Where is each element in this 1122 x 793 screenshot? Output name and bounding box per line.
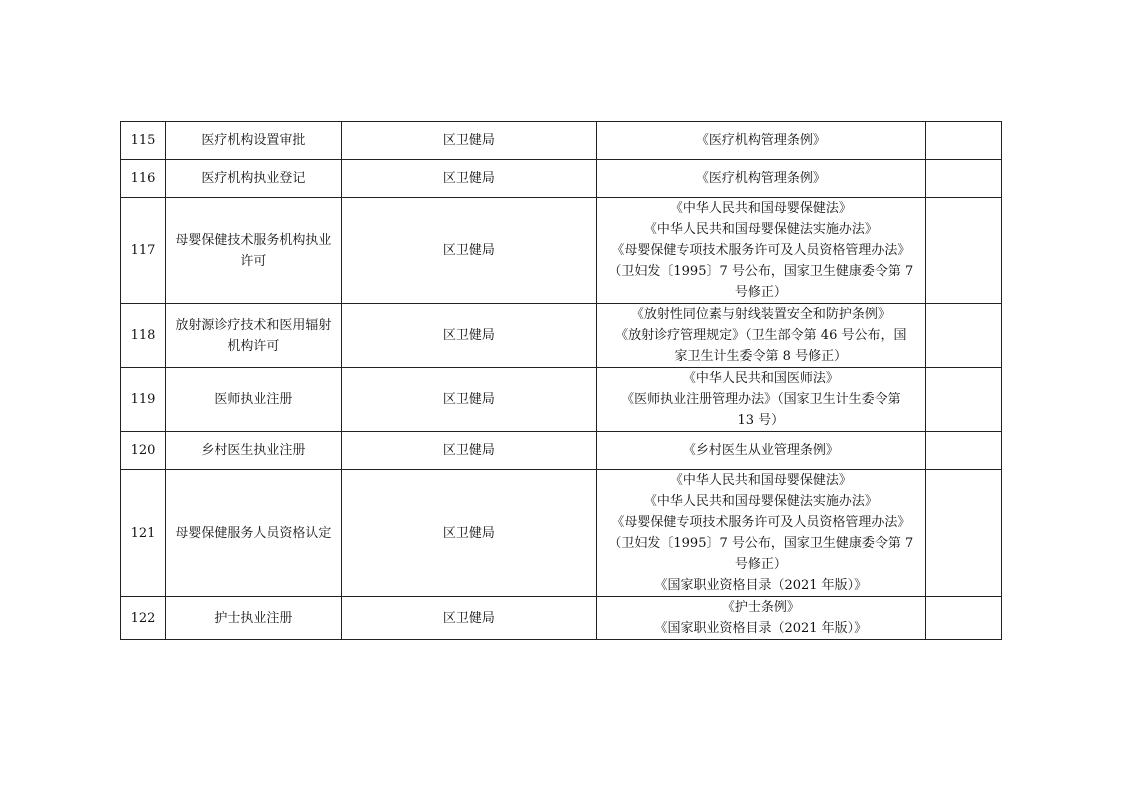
cell-item-name	[165, 198, 341, 304]
cell-department: 区卫健局	[341, 122, 596, 160]
cell-legal-basis	[597, 304, 926, 368]
table-row	[121, 160, 1002, 198]
legal-basis-line: 《中华人民共和国母婴保健法实施办法》	[643, 494, 878, 509]
cell-department: 区卫健局	[341, 597, 596, 640]
cell-department: 区卫健局	[341, 304, 596, 368]
cell-item-number: 118	[121, 304, 166, 368]
cell-item-name	[165, 470, 341, 597]
cell-item-name	[165, 122, 341, 160]
cell-remarks	[925, 597, 1001, 640]
cell-item-number: 122	[121, 597, 166, 640]
legal-basis-line: 《中华人民共和国医师法》	[682, 371, 839, 386]
item-name-line: 乡村医生执业注册	[201, 443, 306, 458]
cell-legal-basis	[597, 432, 926, 470]
item-name-line: 机构许可	[227, 338, 280, 354]
cell-legal-basis	[597, 470, 926, 597]
legal-basis-line: 《母婴保健专项技术服务许可及人员资格管理办法》	[611, 515, 911, 530]
cell-legal-basis	[597, 597, 926, 640]
cell-item-name	[165, 432, 341, 470]
table-row	[121, 304, 1002, 368]
legal-basis-line: 《放射性同位素与射线装置安全和防护条例》	[630, 307, 891, 322]
table-row	[121, 432, 1002, 470]
legal-basis-line: 《乡村医生从业管理条例》	[682, 443, 839, 458]
legal-basis-line: 《放射诊疗管理规定》（卫生部令第 46 号公布，国	[615, 328, 907, 343]
item-name-line: 护士执业注册	[214, 610, 293, 626]
cell-item-number: 117	[121, 198, 166, 304]
item-name-line: 医师执业注册	[214, 392, 293, 407]
cell-legal-basis	[597, 160, 926, 198]
legal-basis-line: 13 号）	[737, 413, 785, 428]
legal-basis-line: 《中华人民共和国母婴保健法》	[669, 201, 852, 216]
legal-basis-line: 号修正）	[734, 285, 787, 300]
legal-basis-line: 《医疗机构管理条例》	[695, 133, 826, 148]
cell-department: 区卫健局	[341, 470, 596, 597]
legal-basis-line: （卫妇发〔1995〕7 号公布，国家卫生健康委令第 7	[608, 264, 914, 279]
item-name-line: 母婴保健技术服务机构执业	[175, 232, 332, 248]
legal-basis-line: 《护士条例》	[721, 600, 800, 615]
cell-item-name	[165, 160, 341, 198]
cell-item-name	[165, 597, 341, 640]
item-name-line: 医疗机构设置审批	[201, 133, 306, 148]
cell-remarks	[925, 368, 1001, 432]
table-row	[121, 470, 1002, 597]
cell-remarks	[925, 122, 1001, 160]
cell-remarks	[925, 198, 1001, 304]
table-row	[121, 198, 1002, 304]
cell-item-number: 120	[121, 432, 166, 470]
cell-remarks	[925, 160, 1001, 198]
legal-basis-line: 家卫生计生委令第 8 号修正）	[674, 349, 848, 364]
item-name-line: 母婴保健服务人员资格认定	[175, 525, 332, 541]
table-row	[121, 597, 1002, 640]
cell-item-number: 116	[121, 160, 166, 198]
legal-basis-line: 《国家职业资格目录（2021 年版）》	[654, 578, 868, 593]
table-row	[121, 122, 1002, 160]
item-name-line: 许可	[240, 253, 267, 269]
legal-basis-line: 号修正）	[734, 557, 787, 572]
legal-basis-line: 《中华人民共和国母婴保健法》	[669, 473, 852, 488]
cell-item-number: 121	[121, 470, 166, 597]
cell-remarks	[925, 432, 1001, 470]
license-items-table	[120, 121, 1002, 640]
legal-basis-line: 《医师执业注册管理办法》（国家卫生计生委令第	[621, 392, 901, 407]
legal-basis-line: 《国家职业资格目录（2021 年版）》	[654, 621, 868, 636]
table-row	[121, 368, 1002, 432]
cell-item-name	[165, 304, 341, 368]
item-name-line: 医疗机构执业登记	[201, 171, 306, 186]
legal-basis-line: 《母婴保健专项技术服务许可及人员资格管理办法》	[611, 243, 911, 258]
cell-legal-basis	[597, 368, 926, 432]
cell-department: 区卫健局	[341, 160, 596, 198]
cell-department: 区卫健局	[341, 368, 596, 432]
cell-item-number: 119	[121, 368, 166, 432]
cell-item-name	[165, 368, 341, 432]
cell-remarks	[925, 304, 1001, 368]
cell-legal-basis	[597, 198, 926, 304]
legal-basis-line: 《医疗机构管理条例》	[695, 171, 826, 186]
cell-legal-basis	[597, 122, 926, 160]
cell-remarks	[925, 470, 1001, 597]
cell-department: 区卫健局	[341, 432, 596, 470]
legal-basis-line: 《中华人民共和国母婴保健法实施办法》	[643, 222, 878, 237]
legal-basis-line: （卫妇发〔1995〕7 号公布，国家卫生健康委令第 7	[608, 536, 914, 551]
cell-item-number: 115	[121, 122, 166, 160]
table-body	[121, 122, 1002, 640]
item-name-line: 放射源诊疗技术和医用辐射	[175, 317, 332, 333]
cell-department: 区卫健局	[341, 198, 596, 304]
